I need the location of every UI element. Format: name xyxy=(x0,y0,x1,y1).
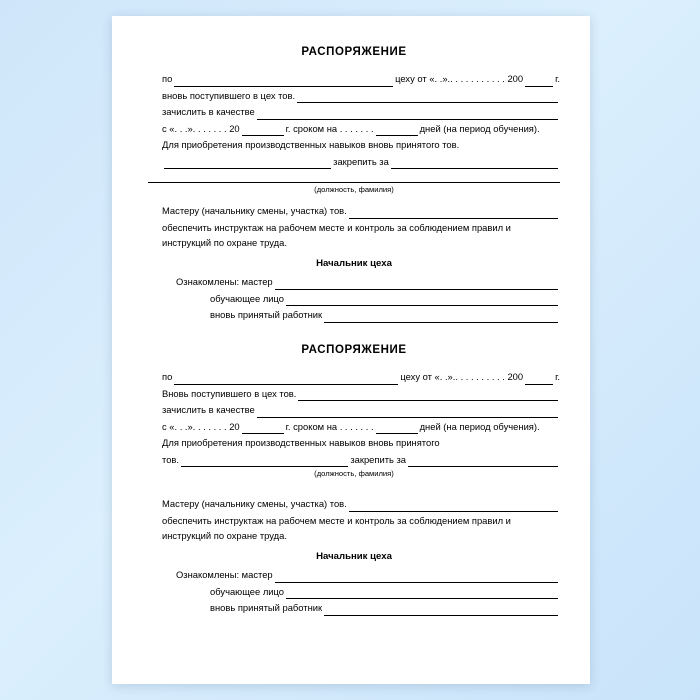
form1-chief-label: Начальник цеха xyxy=(316,258,392,270)
field-from-year-1[interactable] xyxy=(242,124,284,136)
field-employee-1[interactable] xyxy=(164,157,331,169)
label-master-1: Мастеру (начальнику смены, участка) тов. xyxy=(162,205,347,217)
field-mentor-extra-1[interactable] xyxy=(148,171,560,183)
order-form-2 xyxy=(148,344,560,618)
field-ack-master-2[interactable] xyxy=(275,571,558,583)
field-master-2[interactable] xyxy=(349,500,558,512)
label-position-2: зачислить в качестве xyxy=(162,404,255,416)
label-ack-master-2: Ознакомлены: мастер xyxy=(176,569,273,581)
field-department-1[interactable] xyxy=(174,75,393,87)
form2-line-position xyxy=(148,403,560,418)
form2-ack-master xyxy=(148,568,560,583)
form-title-2: РАСПОРЯЖЕНИЕ xyxy=(301,344,407,356)
form2-line-department xyxy=(148,370,560,385)
form2-line-assign xyxy=(148,453,560,468)
field-position-1[interactable] xyxy=(257,108,558,120)
form1-paragraph-2: инструкций по охране труда. xyxy=(162,236,287,248)
form2-spacer xyxy=(148,488,560,497)
caption-position-surname-1: (должность, фамилия) xyxy=(314,185,394,195)
label-date-2: цеху от «. .».. . . . . . . . . . 200 xyxy=(400,371,524,382)
label-date-1: цеху от «. .».. . . . . . . . . . . 200 xyxy=(395,73,524,84)
label-ack-worker-1: вновь принятый работник xyxy=(210,309,323,321)
field-days-1[interactable] xyxy=(376,124,418,136)
form1-line-master xyxy=(148,204,560,219)
order-form-1 xyxy=(148,46,560,325)
field-year-2[interactable] xyxy=(525,373,553,385)
form2-paragraph-1: обеспечить инструктаж на рабочем месте и контроль за соблюдением правил и xyxy=(162,515,511,527)
field-employee-2[interactable] xyxy=(181,455,348,467)
form1-line-assign xyxy=(148,155,560,170)
field-year-1[interactable] xyxy=(525,75,553,87)
label-year-suffix-1: г. xyxy=(555,73,560,84)
label-po-2: по xyxy=(162,371,173,382)
label-tov-2: тов. xyxy=(162,453,179,465)
field-ack-master-1[interactable] xyxy=(275,278,558,290)
label-assign-1: закрепить за xyxy=(333,155,389,167)
form1-line-skills xyxy=(148,138,560,153)
label-position-1: зачислить в качестве xyxy=(162,106,255,118)
label-ack-master-1: Ознакомлены: мастер xyxy=(176,276,273,288)
form1-line-position xyxy=(148,105,560,120)
field-mentor-2[interactable] xyxy=(408,455,558,467)
form2-line-newcomer xyxy=(148,387,560,402)
label-ack-worker-2: вновь принятый работник xyxy=(210,602,323,614)
label-newcomer-2: Вновь поступившего в цех тов. xyxy=(162,387,297,399)
document-sheet xyxy=(112,16,590,684)
field-newcomer-2[interactable] xyxy=(298,389,558,401)
caption-position-surname-2: (должность, фамилия) xyxy=(314,469,394,479)
field-from-year-2[interactable] xyxy=(242,422,284,434)
label-term-suffix-1: дней (на период обучения). xyxy=(419,122,540,134)
form1-line-newcomer xyxy=(148,89,560,104)
label-from-date-1: с «. . .». . . . . . . 20 xyxy=(162,122,240,134)
form2-line-term xyxy=(148,420,560,435)
field-department-2[interactable] xyxy=(174,373,398,385)
form2-ack-worker xyxy=(148,601,560,616)
label-ack-trainer-1: обучающее лицо xyxy=(210,292,285,304)
label-master-2: Мастеру (начальнику смены, участка) тов. xyxy=(162,498,347,510)
form1-paragraph-1: обеспечить инструктаж на рабочем месте и контроль за соблюдением правил и xyxy=(162,222,511,234)
field-ack-worker-1[interactable] xyxy=(324,311,558,323)
form1-ack-trainer xyxy=(148,292,560,307)
form1-ack-worker xyxy=(148,308,560,323)
form1-line-term xyxy=(148,122,560,137)
form1-line-department xyxy=(148,72,560,87)
field-newcomer-1[interactable] xyxy=(297,91,558,103)
label-from-date-2: с «. . .». . . . . . . 20 xyxy=(162,420,240,432)
label-newcomer-1: вновь поступившего в цех тов. xyxy=(162,89,296,101)
label-skills-1: Для приобретения производственных навыков вновь принятого тов. xyxy=(162,139,460,151)
label-ack-trainer-2: обучающее лицо xyxy=(210,585,285,597)
form-title-1: РАСПОРЯЖЕНИЕ xyxy=(301,46,407,58)
label-term-2: г. сроком на . . . . . . . xyxy=(285,420,374,432)
label-po-1: по xyxy=(162,73,173,84)
form2-line-skills xyxy=(148,436,560,451)
form2-line-master xyxy=(148,497,560,512)
form2-ack-trainer xyxy=(148,585,560,600)
field-mentor-1[interactable] xyxy=(391,157,558,169)
form2-chief-label: Начальник цеха xyxy=(316,551,392,563)
form1-ack-master xyxy=(148,275,560,290)
field-position-2[interactable] xyxy=(257,406,558,418)
label-year-suffix-2: г. xyxy=(555,371,560,382)
form2-paragraph-2: инструкций по охране труда. xyxy=(162,529,287,541)
label-skills-2: Для приобретения производственных навыков вновь принятого xyxy=(162,437,440,449)
field-days-2[interactable] xyxy=(376,422,418,434)
field-master-1[interactable] xyxy=(349,207,558,219)
field-ack-worker-2[interactable] xyxy=(324,604,558,616)
label-assign-2: закрепить за xyxy=(350,453,406,465)
label-term-suffix-2: дней (на период обучения). xyxy=(419,420,540,432)
field-ack-trainer-2[interactable] xyxy=(286,587,558,599)
field-ack-trainer-1[interactable] xyxy=(286,294,558,306)
label-term-1: г. сроком на . . . . . . . xyxy=(285,122,374,134)
